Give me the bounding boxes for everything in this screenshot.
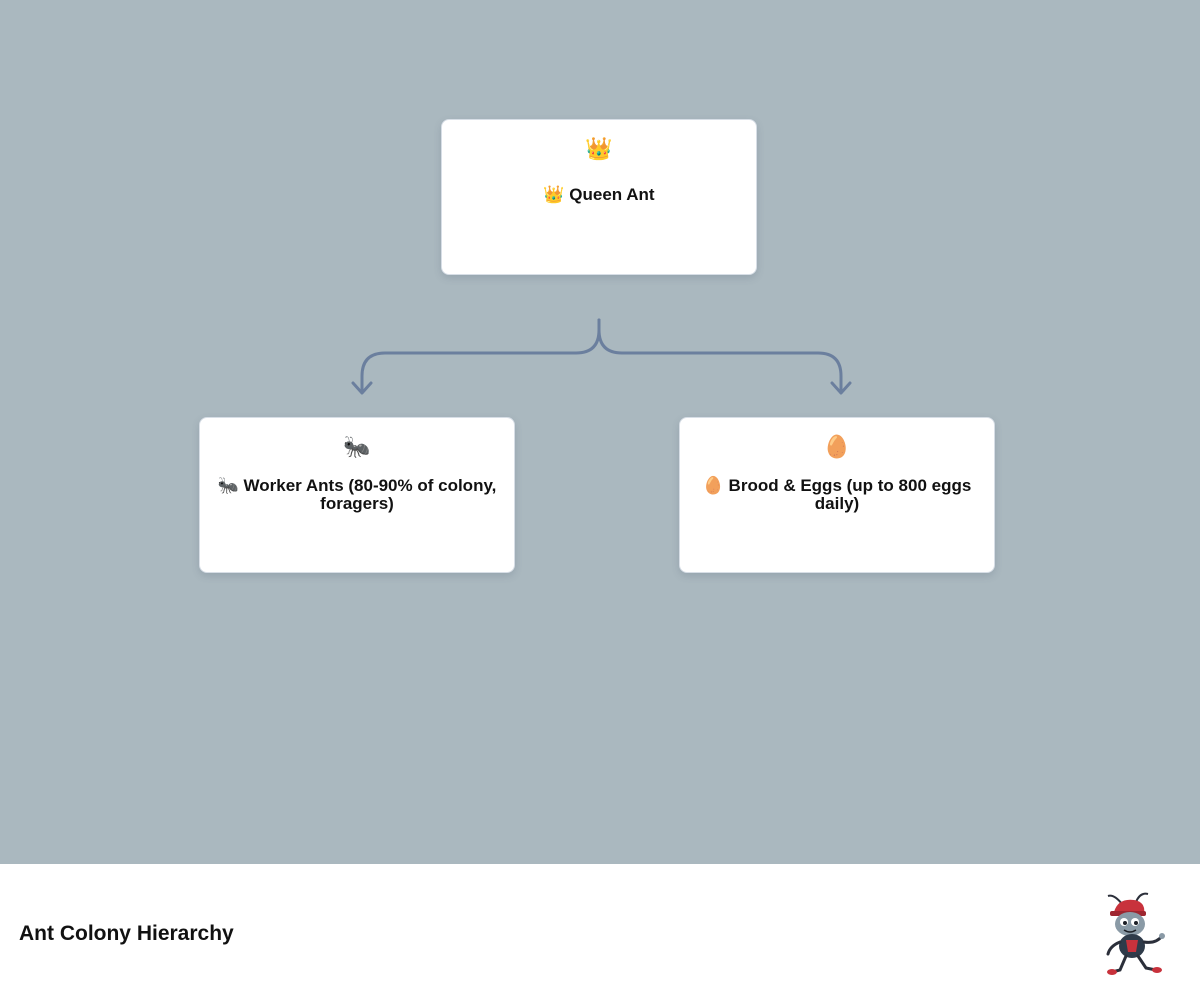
node-label: 👑 Queen Ant bbox=[543, 185, 655, 204]
ant-mascot-icon bbox=[1100, 892, 1172, 976]
crown-icon: 👑 bbox=[585, 136, 613, 161]
node-label: 🐜 Worker Ants (80-90% of colony, foragers) bbox=[217, 476, 497, 513]
node-brood-eggs[interactable] bbox=[679, 417, 995, 573]
node-worker-ants[interactable] bbox=[199, 417, 515, 573]
edge-queen-to-brood bbox=[599, 320, 841, 392]
node-label: 🥚 Brood & Eggs (up to 800 eggs daily) bbox=[702, 476, 972, 513]
footer-title: Ant Colony Hierarchy bbox=[19, 922, 234, 945]
node-queen-ant[interactable] bbox=[441, 119, 757, 275]
footer bbox=[0, 864, 1200, 1000]
edge-queen-to-workers bbox=[362, 320, 599, 392]
ant-icon: 🐜 bbox=[343, 434, 371, 459]
egg-icon: 🥚 bbox=[823, 434, 851, 459]
